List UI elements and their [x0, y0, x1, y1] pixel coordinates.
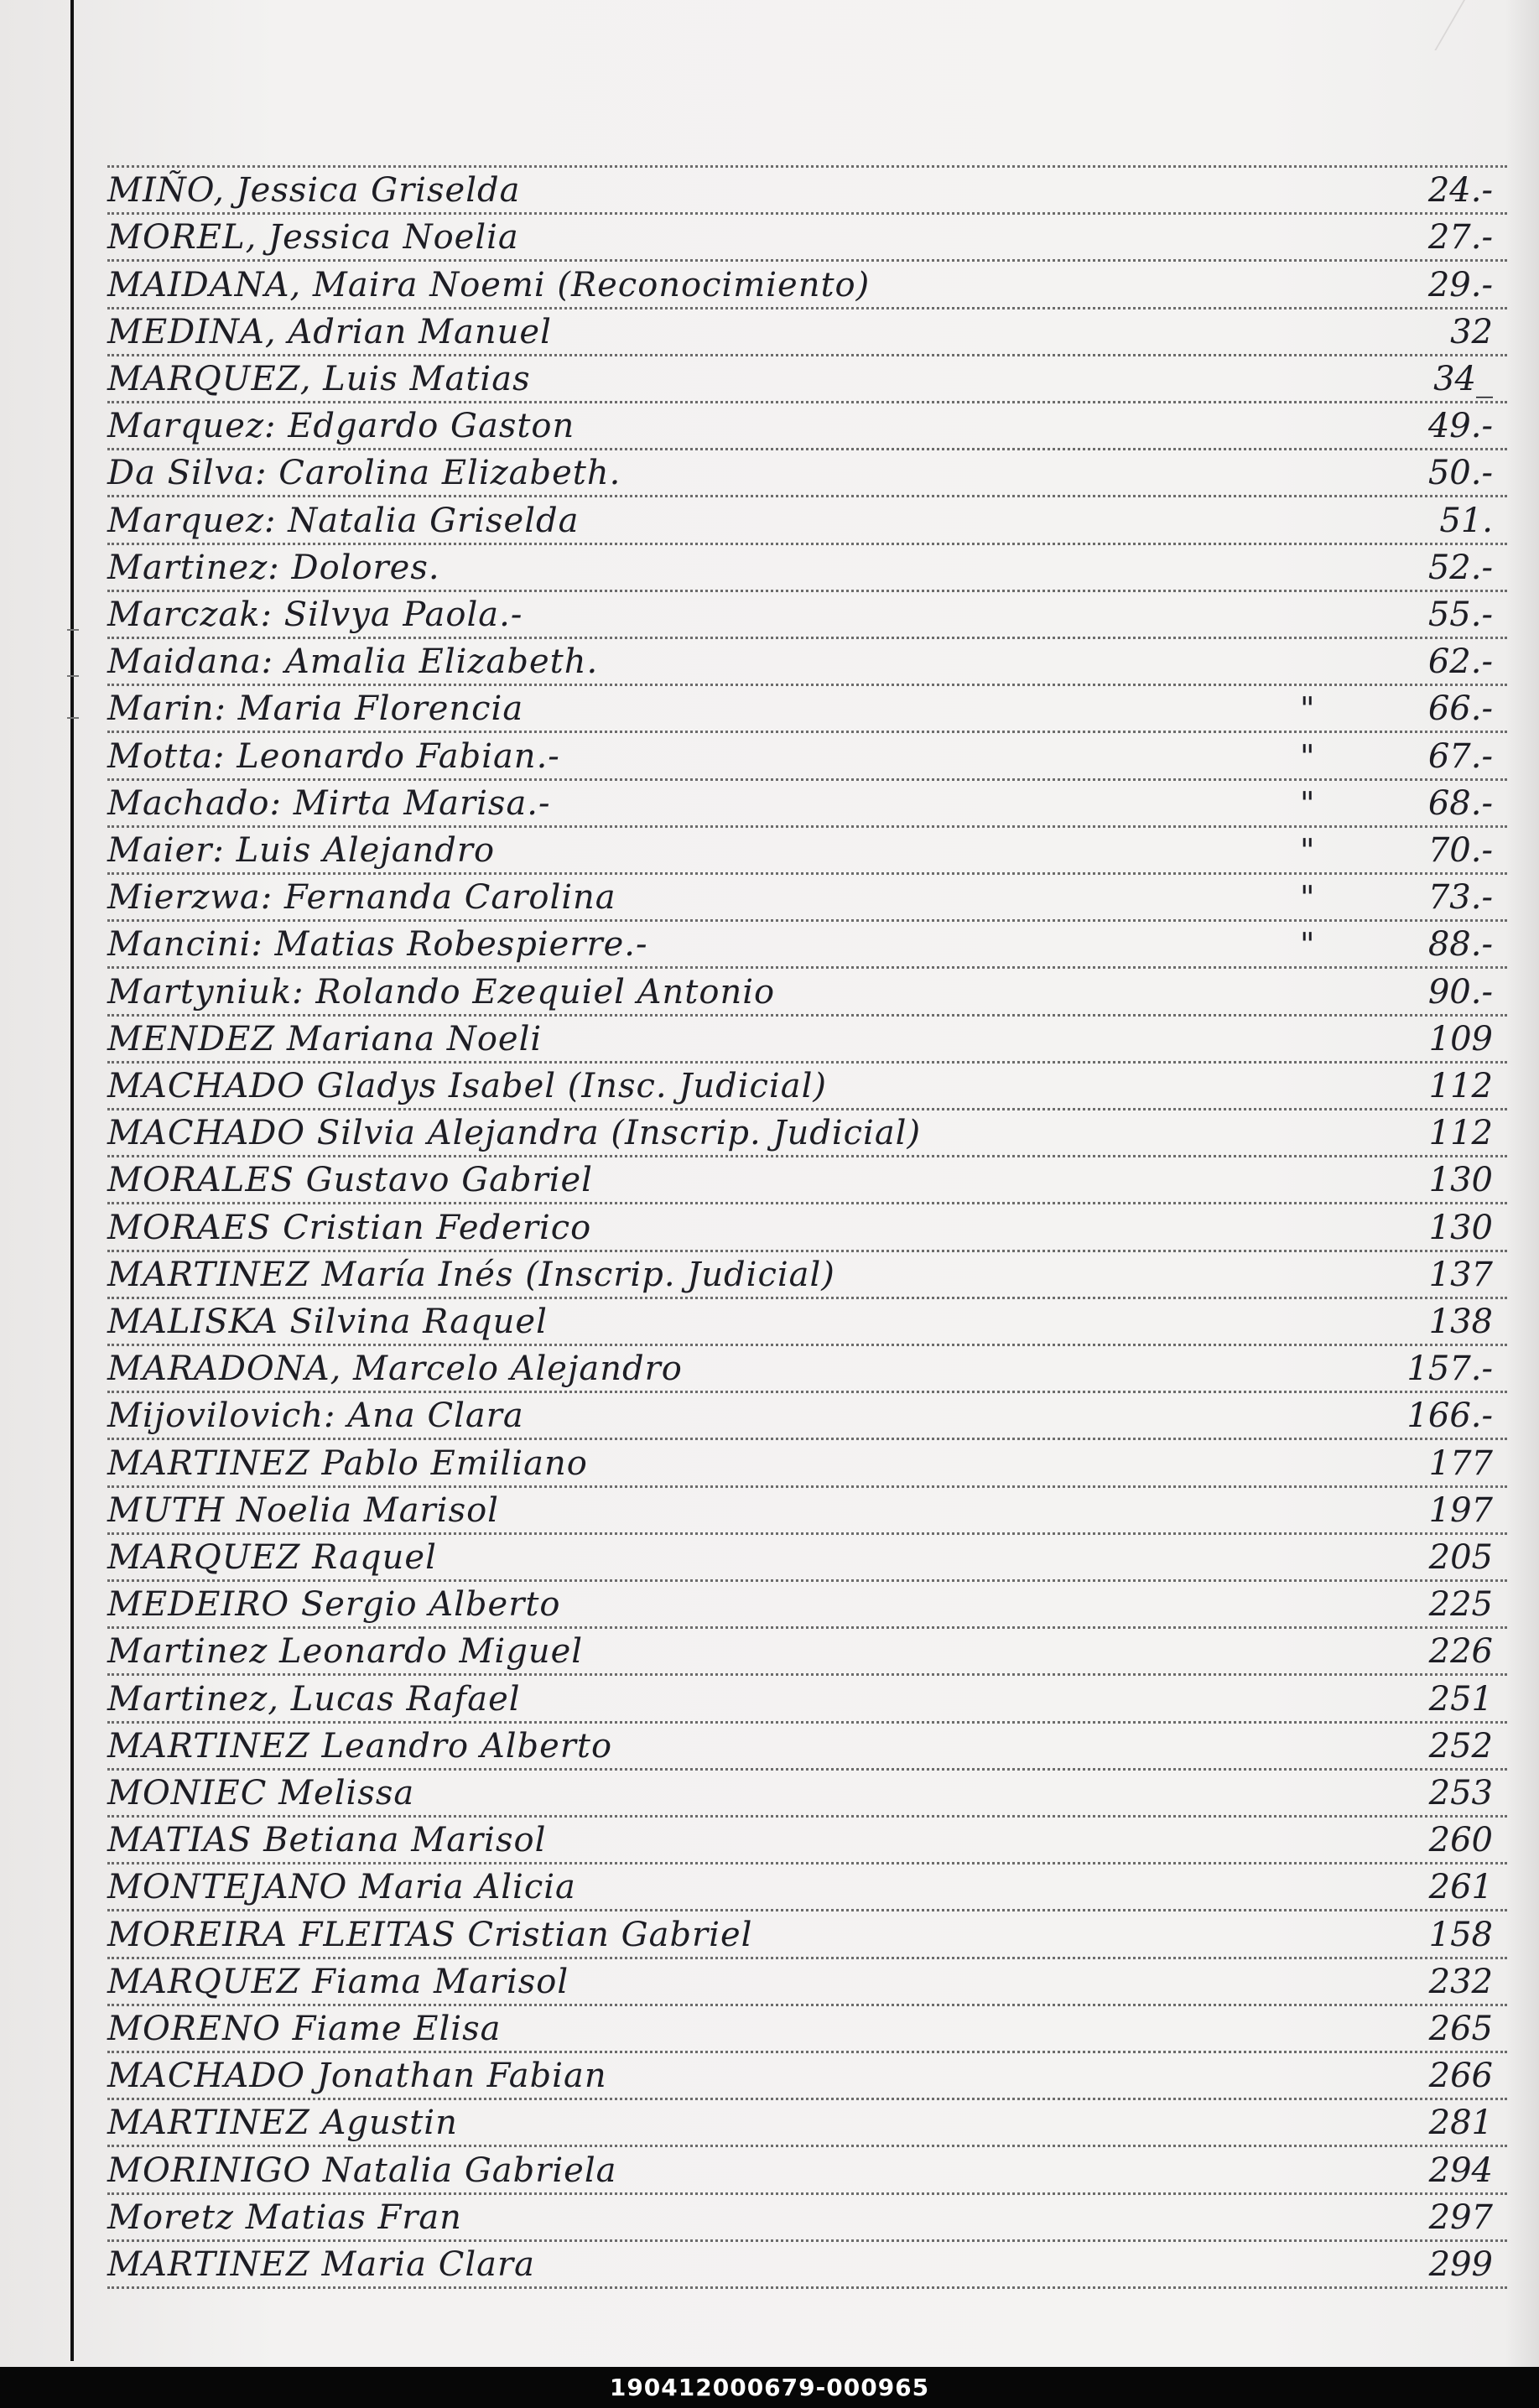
register-entry: [0, 1815, 1539, 1862]
entry-folio-number: 130: [1428, 1209, 1493, 1247]
entry-name: MARQUEZ, Luis Matias: [107, 360, 531, 398]
entry-folio-number: 34_: [1433, 360, 1493, 398]
entry-name: MONTEJANO Maria Alicia: [107, 1868, 576, 1906]
entry-name: Machado: Mirta Marisa.-: [107, 784, 551, 823]
entry-folio-number: 226: [1428, 1632, 1493, 1671]
register-entry: [0, 1768, 1539, 1815]
entry-folio-number: 253: [1428, 1774, 1493, 1813]
entry-folio-number: 55.-: [1427, 595, 1493, 634]
register-entry: [0, 1674, 1539, 1721]
entry-folio-number: 252: [1428, 1727, 1493, 1766]
entry-folio-number: 109: [1428, 1020, 1493, 1058]
register-entry: [0, 2239, 1539, 2286]
entry-name: MACHADO Jonathan Fabian: [107, 2057, 607, 2095]
entry-name: MOREIRA FLEITAS Cristian Gabriel: [107, 1916, 753, 1954]
entry-folio-number: 265: [1428, 2010, 1493, 2048]
entry-name: Mancini: Matias Robespierre.-: [107, 925, 648, 964]
register-entry: [0, 212, 1539, 259]
register-entry: [0, 2192, 1539, 2239]
entry-name: MARTINEZ María Inés (Inscrip. Judicial): [107, 1256, 835, 1294]
register-entry: [0, 2004, 1539, 2051]
entry-folio-number: 68.-: [1427, 784, 1493, 823]
register-entry: [0, 1203, 1539, 1250]
register-entry: [0, 637, 1539, 684]
register-entry: [0, 165, 1539, 212]
entry-name: MACHADO Gladys Isabel (Insc. Judicial): [107, 1067, 827, 1105]
register-entry: [0, 590, 1539, 637]
entry-folio-number: 24.-: [1427, 171, 1493, 210]
entry-name: MAIDANA, Maira Noemi (Reconocimiento): [107, 266, 871, 304]
entry-folio-number: 197: [1428, 1491, 1493, 1530]
entry-name: MUTH Noelia Marisol: [107, 1491, 499, 1530]
entry-name: MARTINEZ Agustin: [107, 2104, 458, 2142]
entry-name: Marczak: Silvya Paola.-: [107, 595, 523, 634]
entry-name: MARTINEZ Leandro Alberto: [107, 1727, 613, 1766]
register-entry: [0, 778, 1539, 825]
register-entry: [0, 1391, 1539, 1438]
entry-folio-number: 50.-: [1427, 454, 1493, 492]
entry-name: MORAES Cristian Federico: [107, 1209, 592, 1247]
rule-line: [107, 2286, 1507, 2289]
entry-name: MORINIGO Natalia Gabriela: [107, 2151, 617, 2190]
register-entry: [0, 1957, 1539, 2004]
entry-name: Motta: Leonardo Fabian.-: [107, 737, 560, 776]
entry-folio-number: 261: [1428, 1868, 1493, 1906]
register-entry: [0, 1297, 1539, 1344]
register-entry: [0, 2098, 1539, 2145]
entry-folio-number: 251: [1428, 1680, 1493, 1719]
corner-pencil-mark: [1434, 0, 1516, 50]
ditto-mark: ": [1300, 690, 1315, 727]
entry-folio-number: 90.-: [1427, 973, 1493, 1012]
ditto-mark: ": [1300, 879, 1315, 916]
entry-name: MOREL, Jessica Noelia: [107, 218, 519, 257]
entry-name: Mijovilovich: Ana Clara: [107, 1396, 524, 1435]
register-entry: [0, 1108, 1539, 1155]
entry-folio-number: 177: [1428, 1444, 1493, 1483]
entry-folio-number: 27.-: [1427, 218, 1493, 257]
register-entry: [0, 1532, 1539, 1579]
entry-folio-number: 225: [1428, 1585, 1493, 1624]
entry-name: MALISKA Silvina Raquel: [107, 1303, 548, 1341]
entry-folio-number: 29.-: [1427, 266, 1493, 304]
entry-folio-number: 66.-: [1427, 689, 1493, 728]
entry-folio-number: 297: [1428, 2198, 1493, 2237]
entry-name: Martinez: Dolores.: [107, 549, 440, 587]
entry-name: Marin: Maria Florencia: [107, 689, 524, 728]
register-entry: [0, 401, 1539, 448]
register-entry: [0, 2145, 1539, 2192]
entry-name: MARQUEZ Raquel: [107, 1538, 437, 1577]
ditto-mark: ": [1300, 926, 1315, 963]
entry-folio-number: 73.-: [1427, 878, 1493, 917]
footer-band: [0, 2367, 1539, 2408]
entry-folio-number: 32: [1450, 313, 1493, 351]
register-entry: [0, 307, 1539, 354]
entry-folio-number: 205: [1428, 1538, 1493, 1577]
register-entry: [0, 684, 1539, 731]
register-entry: [0, 872, 1539, 919]
register-entry: [0, 354, 1539, 401]
entry-folio-number: 70.-: [1427, 831, 1493, 870]
entry-folio-number: 62.-: [1427, 642, 1493, 681]
register-entry: [0, 1721, 1539, 1768]
entry-folio-number: 51.: [1439, 502, 1493, 540]
register-entry: [0, 1910, 1539, 1957]
entry-folio-number: 52.-: [1427, 549, 1493, 587]
entry-folio-number: 158: [1428, 1916, 1493, 1954]
entry-name: Mierzwa: Fernanda Carolina: [107, 878, 616, 917]
register-entry: [0, 1862, 1539, 1909]
register-entry: [0, 1014, 1539, 1061]
entry-name: Martinez, Lucas Rafael: [107, 1680, 521, 1719]
entry-name: Maidana: Amalia Elizabeth.: [107, 642, 599, 681]
entry-name: MONIEC Melissa: [107, 1774, 415, 1813]
register-entry: [0, 825, 1539, 872]
register-entry: [0, 543, 1539, 590]
entry-name: Martyniuk: Rolando Ezequiel Antonio: [107, 973, 776, 1012]
entry-folio-number: 49.-: [1427, 407, 1493, 445]
entry-name: MARTINEZ Maria Clara: [107, 2245, 535, 2284]
entry-folio-number: 112: [1428, 1067, 1493, 1105]
register-entry: [0, 967, 1539, 1014]
entry-name: Marquez: Natalia Griselda: [107, 502, 580, 540]
register-entry: [0, 1344, 1539, 1391]
register-entry: [0, 1438, 1539, 1485]
entry-name: MARADONA, Marcelo Alejandro: [107, 1350, 683, 1388]
entry-folio-number: 299: [1428, 2245, 1493, 2284]
entry-name: MORENO Fiame Elisa: [107, 2010, 502, 2048]
entry-name: Maier: Luis Alejandro: [107, 831, 496, 870]
register-entry: [0, 1626, 1539, 1673]
ditto-mark: ": [1300, 832, 1315, 869]
entry-folio-number: 88.-: [1427, 925, 1493, 964]
entry-folio-number: 130: [1428, 1161, 1493, 1199]
register-entry: [0, 1485, 1539, 1532]
entry-name: MEDINA, Adrian Manuel: [107, 313, 552, 351]
entry-name: MARQUEZ Fiama Marisol: [107, 1963, 569, 2001]
register-entry: [0, 448, 1539, 495]
entry-name: Martinez Leonardo Miguel: [107, 1632, 584, 1671]
entry-name: MATIAS Betiana Marisol: [107, 1821, 547, 1859]
register-entry: [0, 2051, 1539, 2098]
register-entry: [0, 919, 1539, 966]
register-entry: [0, 1579, 1539, 1626]
entry-folio-number: 137: [1428, 1256, 1493, 1294]
entry-folio-number: 67.-: [1427, 737, 1493, 776]
entry-folio-number: 260: [1428, 1821, 1493, 1859]
register-entry: [0, 1061, 1539, 1108]
entry-folio-number: 138: [1428, 1303, 1493, 1341]
entry-folio-number: 166.-: [1406, 1396, 1493, 1435]
ditto-mark: ": [1300, 738, 1315, 775]
register-entry: [0, 1250, 1539, 1297]
entry-name: MIÑO, Jessica Griselda: [107, 171, 521, 210]
entry-name: Marquez: Edgardo Gaston: [107, 407, 575, 445]
entry-folio-number: 294: [1428, 2151, 1493, 2190]
image-code: 190412000679-000965: [609, 2374, 930, 2401]
entry-folio-number: 281: [1428, 2104, 1493, 2142]
register-entry: [0, 1155, 1539, 1202]
ditto-mark: ": [1300, 785, 1315, 822]
entry-name: MEDEIRO Sergio Alberto: [107, 1585, 561, 1624]
register-entry: [0, 260, 1539, 307]
entry-folio-number: 266: [1428, 2057, 1493, 2095]
entry-folio-number: 232: [1428, 1963, 1493, 2001]
entry-folio-number: 112: [1428, 1114, 1493, 1152]
entry-name: MARTINEZ Pablo Emiliano: [107, 1444, 588, 1483]
entry-folio-number: 157.-: [1406, 1350, 1493, 1388]
entry-name: MACHADO Silvia Alejandra (Inscrip. Judicial): [107, 1114, 922, 1152]
entry-name: MORALES Gustavo Gabriel: [107, 1161, 593, 1199]
register-entry: [0, 496, 1539, 543]
entry-name: Moretz Matias Fran: [107, 2198, 462, 2237]
entry-name: Da Silva: Carolina Elizabeth.: [107, 454, 621, 492]
entry-name: MENDEZ Mariana Noeli: [107, 1020, 543, 1058]
register-entry: [0, 731, 1539, 778]
